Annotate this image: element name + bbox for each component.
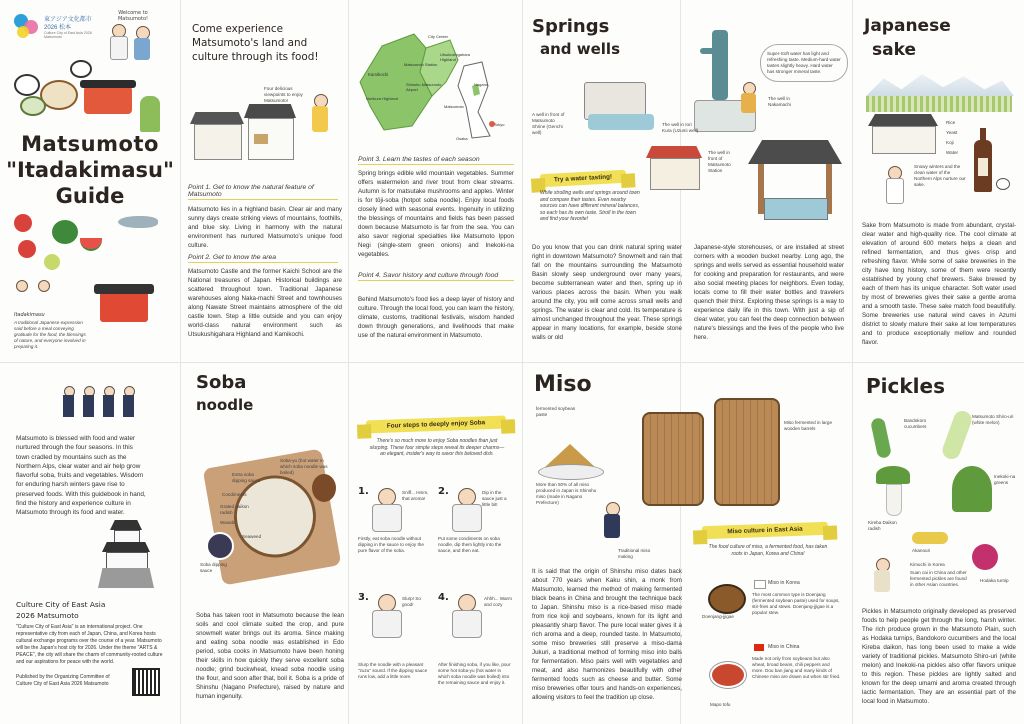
brewery-illustration [868,114,938,154]
pickles-body: Pickles in Matsumoto originally developed as preserved foods to help people get through the long, harsh winter. The rich produce grown in the Matsumoto Plain, such as Hodaka turnips, Bandokoro cucumbers and the local Kireba daikon, has long been used to make a wide variety of traditional pickles. Matsumoto Shiro-uri (white melon) and Inekoki-na pickles also offer flavors unique to this region. These pickles are lightly salted and known for the deep umami and aroma created through lactic fermentation. They are an essential part of the local food in Matsumoto. [862,608,1016,705]
springs-title-line2: and wells [540,40,621,58]
soba-label-extra-sauce: Extra soba dipping sauce [232,472,261,483]
pickle-label-akanouri: Akanouri [912,548,931,553]
pickles-title: Pickles [866,374,945,398]
soba-label-sobayu: Soba-yu (hot water in which soba noodle was boiled) [280,458,328,475]
intro-character [308,94,334,146]
soba-sauce-cup [206,532,234,560]
sake-character [882,166,906,210]
soba-step-1 [354,482,430,582]
festival-float-illustration [80,78,136,122]
castle-illustration [96,520,156,590]
miso-worker-illustration [598,502,628,552]
water-tasting-ribbon: Try a water tasting! [540,170,627,187]
springs-title-line1: Springs [532,16,610,37]
sake-cup-icon [996,178,1010,190]
brand-sub: Culture City of East Asia 2026 Matsumoto [44,31,92,39]
springs-body-1: Do you know that you can drink natural spring water right in downtown Matsumoto? Snowmelt and rain that fall on the mountains surrounding the Matsumoto Basin slowly seep underground over many years, become subterranean water and then, spring up in various places across the basin. When you walk around the city, you will come across small wells and springs. The water is clear and cold. Its temperature is almost unchanged throughout the year. These springs appear in many locations, for example, beside stone walls or old [532,244,682,341]
point2-text: Matsumoto Castle and the former Kaichi School are the National treasures of Japan. Historical buildings are scattered throughout town. Traditional Japanese warehouses along Naka-machi Street and townhouses along Nawate Street maintains atmosphere of the old castle town. Step a little outside and you can enjoy world-class natural environment such as Utsukushigahara Highland and Kamikochi. [188,268,342,338]
miso-ea-intro: The food culture of miso, a fermented food, has taken roots in Japan, Korea and China! [708,544,828,557]
pickle-label-inekoki: Inekoki-na greens [994,474,1016,485]
sake-panel [852,0,1024,362]
sake-label-rice: Rice [946,120,956,125]
point1-text: Matsumoto lies in a highland basin. Clear air and many sunny days create striking views of mountains, foothills, and blue sky. Living in harmony with the natural environment has nurtured Matsumoto's unique food culture. [188,206,342,249]
miso-china-title: Miso in China [768,644,800,650]
springs-body-2: Japanese-style storehouses, or are installed at street corners with a wooden bucket nearby. Long ago, the springs and wells served as essential household water for cooking and preparation for restaurants, and were also social meeting places for neighbors. Even today, locals come to fill their water bottles and travelers quench their thirst. Exploring these springs is a way to experience daily life in this town. With just a sip of clear water, you can feel the deep connection between nature's blessings and the lives of the people who live here. [694,244,844,341]
korea-flag-icon [754,580,766,589]
backcover-people-illustration [60,384,160,424]
intro-bubble: Four delicious viewpoints to enjoy Matsumoto! [264,86,303,103]
map-label-utsukushigahara: Utsukushigahara Highland [440,52,471,62]
pickle-label-white-melon: Matsumoto Shiro-uri (white melon) [972,414,1014,425]
pickle-label-suancai: Suan cai in China and other fermented pickles are found in other Asian countries. [910,570,967,587]
soba-title-line1: Soba [196,372,247,393]
brand-line1: 東アジア文化都市 [44,16,92,23]
miso-label-history: More than 50% of all miso produced in Japan is Shinshu miso (made in Nagano Prefecture) [536,482,597,505]
point4-text: Behind Matsumoto's food lies a deep layer of history and culture. Through the local food, you can learn the history, climate, customs, traditional festivals, wisdom handed down through generations, and livelihoods that make use of the natural environment in Matsumoto. [358,296,514,339]
soba-label-daikon: Grated daikon radish [220,504,249,515]
cc-title-line1: Culture City of East Asia [16,600,106,609]
point3-title: Point 3. Learn the tastes of each season [358,156,514,165]
miso-label-traditional: Traditional miso making [618,548,651,559]
soba-step-4 [434,588,514,718]
miso-mound-illustration [538,444,602,478]
apple-icon [18,240,36,258]
map-label-airport: Shinshu Matsumoto Airport [406,82,442,92]
step4-number: 4. [438,592,449,603]
welcome-text: Welcome to Matsumoto! [117,10,149,22]
mountains-illustration [866,74,1014,96]
cover-panel [0,0,180,362]
springs-water-bubble: Super-Soft water has light and refreshing taste. Medium-hard water tastes slightly heavy. Hard water has stronger mineral taste. [760,44,848,82]
step2-number: 2. [438,486,449,497]
miso-china-text: Made not only from soybeans but also wheat, broad beans, chili peppers and more. Dou ban jiang and many kinds of Chinese miso are drawn out when stir fried. [752,656,841,679]
step2-bubble: Dip in the sauce just a little bit! [482,490,507,507]
apple-icon [14,214,32,232]
watermelon-slice-icon [80,238,102,251]
white-melon-illustration [940,408,974,461]
water-tasting-text: While strolling wells and springs around town and compare their tastes. Even nearby sources can have different mineral balances, so each has its own taste. Stroll in the town and find your favorite! [540,190,640,222]
well-caption-1: A well in front of Matsumoto Shrine (Genchi well) [532,112,565,135]
sake-bottle-illustration [974,128,992,192]
sake-title-line1: Japanese [864,16,951,36]
step1-text: Firstly, eat soba noodle without dipping in the sauce to enjoy the pure flavor of the soba. [358,536,424,553]
soba-panel [180,362,522,724]
hodaka-turnip-illustration [972,544,998,570]
miso-label-paste: fermented soybean paste [536,406,576,417]
point4-title: Point 4. Savor history and culture through food [358,272,514,281]
step1-number: 1. [358,486,369,497]
cover-title-line2: "Itadakimasu" [6,158,174,182]
map-label-tokyo: Tokyo [494,122,505,127]
map-label-norikura: Norikura Highland [366,96,399,101]
springs-character [738,82,760,122]
itadakimasu-caption: A traditional Japanese expression said before a meal conveying gratitude for the food, the blessings of nature, and everyone involved in preparing it. [14,320,86,349]
rice-field-illustration [866,96,1012,112]
map-label-nagano: Nagano [474,82,489,87]
point3-text: Spring brings edible wild mountain vegetables. Summer offers watermelon and river trout from clear streams. Autumn is for matsutake mushrooms and apples. Winter is for tōji-soba (hotpot soba noodle). Enjoy local foods closely lined with seasonal events. Ingenuity in utilizing the blessings of mountains and fields has been passed down because Matsumoto is far from the sea. You can also savor regional specialties like Matsumoto Ippon Negi (single-stem green onions) and Inekoki-na vegetables. [358,170,514,258]
step1-bubble: Sniff... Hmm, that aroma! [402,490,429,501]
cover-people-illustration [14,280,64,306]
step3-text: Slurp the noodle with a pleasant "zuzu" sound. If the dipping sauce runs low, add a little more. [358,662,428,679]
pickles-character [870,558,894,598]
miso-panel [522,362,852,724]
miso-body: It is said that the origin of Shinshu miso dates back about 770 years when Kaku shin, a monk from Matsumoto, learned the method of making fermented black beans in China and brought the technique back to Japan. Shinshu miso is a rice-based miso made from rice koji and soybeans, known for its light and pleasantly sharp flavor. The pure local water gives it a rich aroma and a deep, rounded taste. In Matsumoto, some miso breweries still preserve a miso-dama Jukuri, a traditional method of forming miso into balls for fermentation. Miso pairs well with vegetables and meat, and also harmonizes beautifully with other fermented foods such as cheese and butter. Some miso breweries offer tours and hands-on experiences, allowing visitors to feel the tradition up close. [532,568,682,701]
miso-korea-title: Miso in Korea [768,580,800,586]
miso-label-doenjang: Doenjang-jjigae [702,614,734,619]
soba-steps-intro: There's so much more to enjoy Soba noodles than just slurping. These four simple steps reveal its deeper charms—an elegant, insider's way to savor this beloved dish. [369,438,505,457]
sake-label-water: Water [946,150,959,155]
publisher-text: Published by the Organizing Committee of Culture City of East Asia 2026 Matsumoto [16,674,110,687]
springs-panel [522,0,852,362]
soba-label-dipping: Soba dipping sauce [200,562,227,573]
point2-title: Point 2. Get to know the area [188,254,338,263]
soba-steps-ribbon: Four steps to deeply enjoy Soba [366,416,506,434]
miso-korea-text: The most common type is Doenjang (fermented soybean paste) used for soups, stir-fries and stews. Doenjang-jjigae is a popular stew. [752,592,840,615]
well-caption-3: The well in Nakamachi [768,96,791,107]
akanouri-illustration [912,532,948,544]
soba-step-3 [354,588,430,708]
well-caption-2: The well in Iori Kura (Uzumi well) [662,122,699,133]
pickle-label-turnip: Hodaka turnip [980,578,1009,583]
step3-number: 3. [358,592,369,603]
doenjang-pot-illustration [708,584,746,614]
miso-east-asia-ribbon: Miso culture in East Asia [702,522,828,539]
soba-step-2 [434,482,514,582]
map-label-kamikochi: Kamikochi [368,72,389,77]
pickle-label-kimuchi: Kimuchi in Korea [910,562,945,567]
brand-line2: 2026 松本 [44,25,72,31]
miso-label-mapo: Mapo tofu [710,702,731,707]
soba-body: Soba has taken root in Matsumoto because the lean soils and cool climate suited the crop, and pure snowmelt water brings out its aroma. Since making and eating soba noodle was established in Edo period, soba cooks in Matsumoto have been honing their skills in how quickly they serve excellent soba noodle; grind buckwheat, knead soba noodle using the flour, and soon after that, boil it. Soba is a pride of Shinshu (Nagano Prefecture), raised by nature and human ingenuity. [196,612,344,700]
step4-bubble: Ahhh... Warm and cozy [484,596,512,607]
sake-bubble: Snowy winters and the clean water of the Northern Alps nurture our sake. [914,164,966,187]
shop-illustration [646,146,702,192]
daikon-illustration [876,466,910,516]
intro-panel [180,0,348,362]
cover-title-line1: Matsumoto [21,132,159,156]
sake-label-yeast: Yeast [946,130,958,135]
intro-heading: Come experience Matsumoto's land and culture through its food! [192,23,319,64]
inekoki-na-illustration [952,466,992,512]
well-caption-4: The well in front of Matsumoto Station [708,150,731,173]
sake-label-koji: Koji [946,140,954,145]
fish-icon [118,216,158,228]
pickle-label-daikon: Kireba Daikon radish [868,520,897,531]
cc-title-line2: 2026 Matsumoto [16,611,79,620]
logo-yellow-circle [17,26,29,38]
sake-body: Sake from Matsumoto is made from abundant, crystal-clear water and high-quality rice. The cool climate at elevation of around 600 meters helps a clean and refined fermentation, and thus gives crisp and refreshing flavor. While some of sake breweries in the city have long history, some of them were recently established by young chef brewers. Sake brewed by each of them has its unique character. Soft water used by most of breweries gives their sake a gentle aroma and a smooth taste. These sake match food beautifully. Some breweries use natural wind caves in Azumi district to slowly mature their sake at low temperatures and to produce exceptionally mellow and rounded flavor. [862,222,1016,346]
map-label-matsumoto: Matsumoto [444,104,464,109]
point1-title: Point 1. Get to know the natural feature of Matsumoto [188,184,338,200]
cover-float-illustration [90,284,160,340]
shrine-well-illustration [570,74,666,138]
guide-characters-illustration [108,22,160,68]
itadakimasu-caption-title: Itadakimasu [14,312,45,318]
watermelon-icon [52,220,78,244]
map-label-station: Matsumoto Station [404,62,438,67]
soba-label-seaweed: Seaweed [242,534,262,539]
pavilion-illustration [748,140,842,232]
sake-title-line2: sake [872,40,916,60]
step3-bubble: Slurp! So good! [402,596,421,607]
wasabi-illustration [140,96,160,132]
miso-label-barrels: Miso fermented in large wooden barrels [784,420,833,431]
map-label-osaka: Osaka [456,136,468,141]
pickle-label-cucumber: Bandokoro cucumbers [904,418,927,429]
soba-label-wasabi: Wasabi [220,520,236,525]
map-panel [348,0,522,362]
mapo-tofu-illustration [710,662,746,688]
cucumber-illustration [870,417,892,459]
map-label-city-center: City Center [428,34,449,39]
townhouse-illustration [188,104,300,174]
backcover-body: Matsumoto is blessed with food and water nurtured through the four seasons. In this town cradled by mountains such as the Northern Alps, clear water and air help grow flavorful soba, fruits and vegetables. Wisdom for enduring harsh winters gave rise to preserved foods. With this guidebook in hand, find the history and experience culture in Matsumoto through its food and water. [16,435,146,517]
pear-icon [44,254,60,270]
soba-label-condiments: Condiments [222,492,247,497]
cover-title-line3: Guide [55,184,125,208]
china-flag-icon [754,644,764,651]
step4-text: After finishing soba, if you like, pour some hot soba-yu (hot water in which soba noodle was boiled) into the remaining sauce and enjoy it. [438,662,511,685]
step2-text: Put some condiments on soba noodle, dip them lightly into the sauce, and then eat. [438,536,502,553]
soba-title-line2: noodle [196,396,254,414]
pickles-panel [852,362,1024,724]
miso-barrels-illustration [614,392,782,522]
backcover-panel [0,362,180,724]
qr-code-icon[interactable] [132,668,160,696]
cc-text: "Culture City of East Asia" is an international project. One representative city from each of Japan, China, and Korea hosts cultural exchange programs over the course of a year. Matsumoto will be the Japan's host city for 2026. Under the theme "ARTS & PEACE", the city will share the charm of community-rooted culture and our aspirations for peace with the world. [16,624,163,665]
sobayu-pot [312,474,336,502]
miso-title: Miso [534,372,592,397]
